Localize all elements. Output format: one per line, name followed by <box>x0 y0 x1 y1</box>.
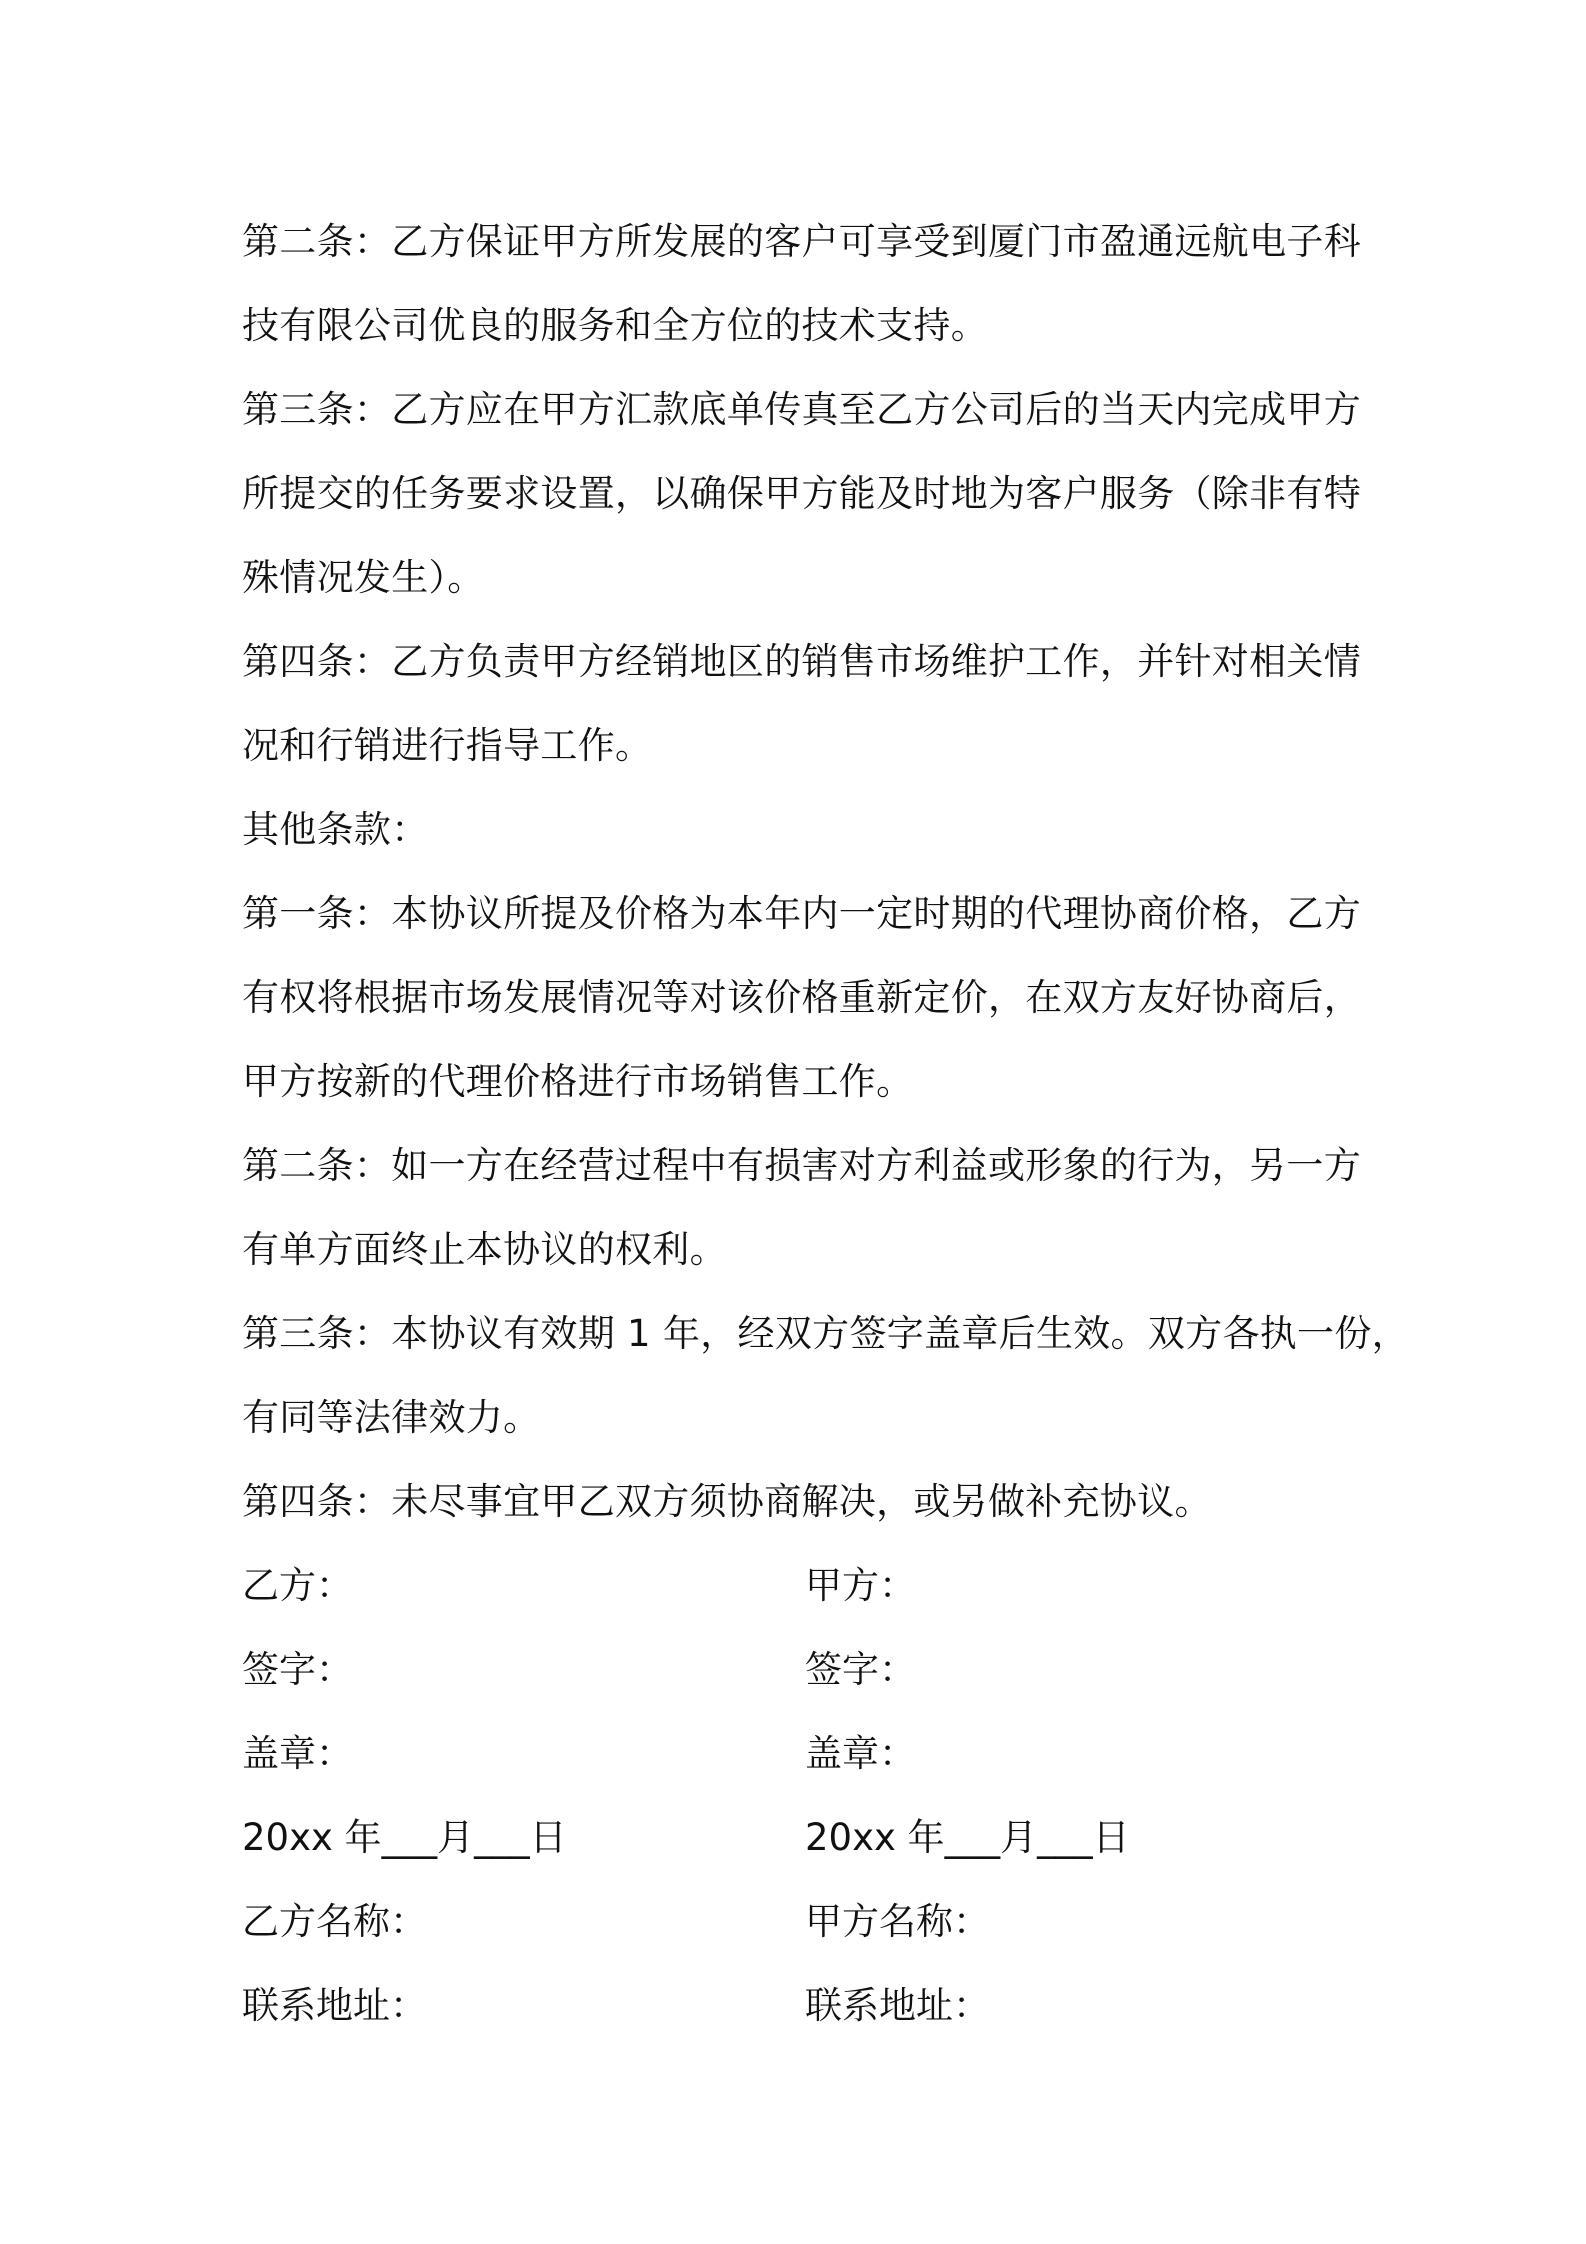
signature-row <box>242 1544 1362 1628</box>
paragraph-line: 技有限公司优良的服务和全方位的技术支持。 <box>242 304 988 347</box>
signature-row <box>242 1964 1362 2048</box>
party-b-seal-label: 盖章： <box>242 1732 353 1775</box>
paragraph-line: 况和行销进行指导工作。 <box>242 724 653 767</box>
signature-row <box>242 1628 1362 1712</box>
signature-row <box>242 1712 1362 1796</box>
paragraph-line: 甲方按新的代理价格进行市场销售工作。 <box>242 1060 914 1103</box>
paragraph-line: 所提交的任务要求设置，以确保甲方能及时地为客户服务（除非有特 <box>242 472 1361 515</box>
paragraph-line: 有单方面终止本协议的权利。 <box>242 1228 727 1271</box>
paragraph-line: 第二条：如一方在经营过程中有损害对方利益或形象的行为，另一方 <box>242 1144 1361 1187</box>
paragraph-line: 第四条：乙方负责甲方经销地区的销售市场维护工作，并针对相关情 <box>242 640 1361 683</box>
paragraph-line: 有权将根据市场发展情况等对该价格重新定价，在双方友好协商后， <box>242 976 1361 1019</box>
signature-row <box>242 1880 1362 1964</box>
party-a-sign-label: 签字： <box>805 1648 916 1691</box>
paragraph-line: 第四条：未尽事宜甲乙双方须协商解决，或另做补充协议。 <box>242 1480 1212 1523</box>
document-body <box>242 200 1409 2048</box>
paragraph-line: 第二条：乙方保证甲方所发展的客户可享受到厦门市盈通远航电子科 <box>242 220 1361 263</box>
paragraph-line: 有同等法律效力。 <box>242 1396 541 1439</box>
party-b-sign-label: 签字： <box>242 1648 353 1691</box>
party-a-date: 20xx 年___月___日 <box>805 1816 1130 1859</box>
party-a-address-label: 联系地址： <box>805 1984 990 2027</box>
signature-row <box>242 1796 1362 1880</box>
party-b-date: 20xx 年___月___日 <box>242 1816 567 1859</box>
party-b-address-label: 联系地址： <box>242 1984 427 2027</box>
paragraph-line: 第三条：乙方应在甲方汇款底单传真至乙方公司后的当天内完成甲方 <box>242 388 1361 431</box>
party-a-name-label: 甲方名称： <box>805 1900 990 1943</box>
paragraph-line: 殊情况发生）。 <box>242 556 485 599</box>
section-heading: 其他条款： <box>242 808 429 851</box>
party-b-name-label: 乙方名称： <box>242 1900 427 1943</box>
party-a-seal-label: 盖章： <box>805 1732 916 1775</box>
signature-block <box>242 1544 1362 2048</box>
paragraph-line: 第三条：本协议有效期 1 年，经双方签字盖章后生效。双方各执一份， <box>242 1312 1409 1355</box>
paragraph-line: 第一条：本协议所提及价格为本年内一定时期的代理协商价格，乙方 <box>242 892 1361 935</box>
party-b-label: 乙方： <box>242 1564 353 1607</box>
party-a-label: 甲方： <box>805 1564 916 1607</box>
